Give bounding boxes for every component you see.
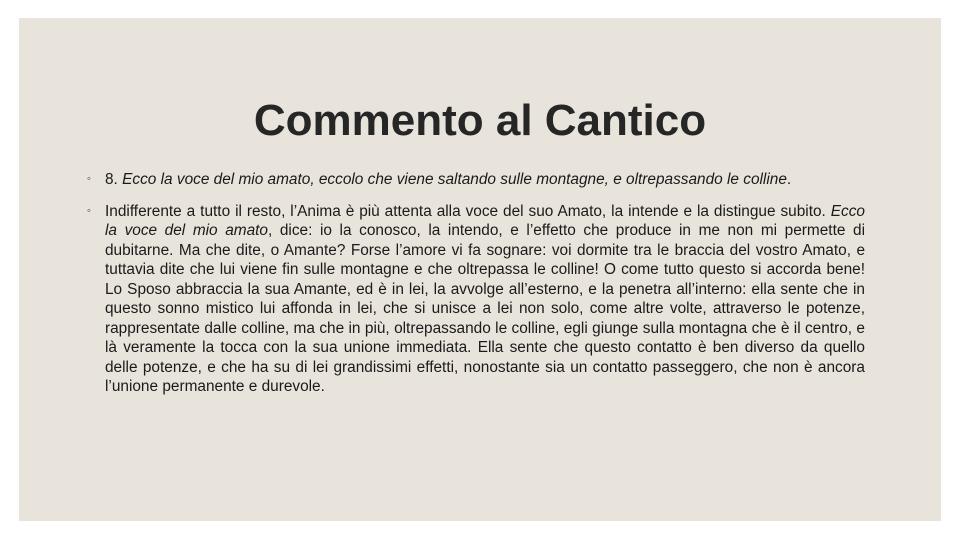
slide-title: Commento al Cantico <box>253 96 707 145</box>
bullet-list <box>87 170 865 409</box>
bullet-1-prefix: 8. <box>105 171 123 188</box>
slide <box>19 18 941 521</box>
bullet-2-quote: Ecco la voce del mio amato <box>105 202 865 239</box>
bullet-item-1 <box>87 170 865 190</box>
bullet-marker-icon: ◦ <box>87 204 91 217</box>
bullet-1-quote: Ecco la voce del mio amato, eccolo che viene saltando sulle montagne, e oltrepassando le colline <box>122 171 787 188</box>
bullet-2-text-part2: , dice: io la conosco, la intendo, e l’effetto che produce in me non mi permette di dubitarne. Ma che dite, o Amante? Forse l’amore vi fa sognare: voi dormite tra le braccia del vostro Amato, e tuttavia dite che lui viene fin sulle montagne e che oltrepassa le colline! O come tutto questo si accorda bene! Lo Sposo abbraccia la sua Amante, ed è in lei, la avvolge all’esterno, e la penetra all’interno: ella sente che in questo sonno mistico lui affonda in lei, che si unisce a lei non solo, come altre volte, attraverso le potenze, rappresentate dalle colline, ma che in più, oltrepassando le colline, egli giunge sulla montagna che è il centro, e là veramente la tocca con la sua unione immediata. Ella sente che questo contatto è ben diverso da quello delle potenze, e che ha su di lei grandissimi effetti, nonostante sia un contatto passeggero, che non è ancora l’unione permanente e durevole. <box>105 222 865 395</box>
bullet-item-2 <box>87 202 865 397</box>
bullet-marker-icon: ◦ <box>87 173 91 185</box>
bullet-2-text-part1: Indifferente a tutto il resto, l’Anima è più attenta alla voce del suo Amato, la intende e la distingue subito. <box>105 202 831 220</box>
bullet-1-suffix: . <box>786 171 792 188</box>
